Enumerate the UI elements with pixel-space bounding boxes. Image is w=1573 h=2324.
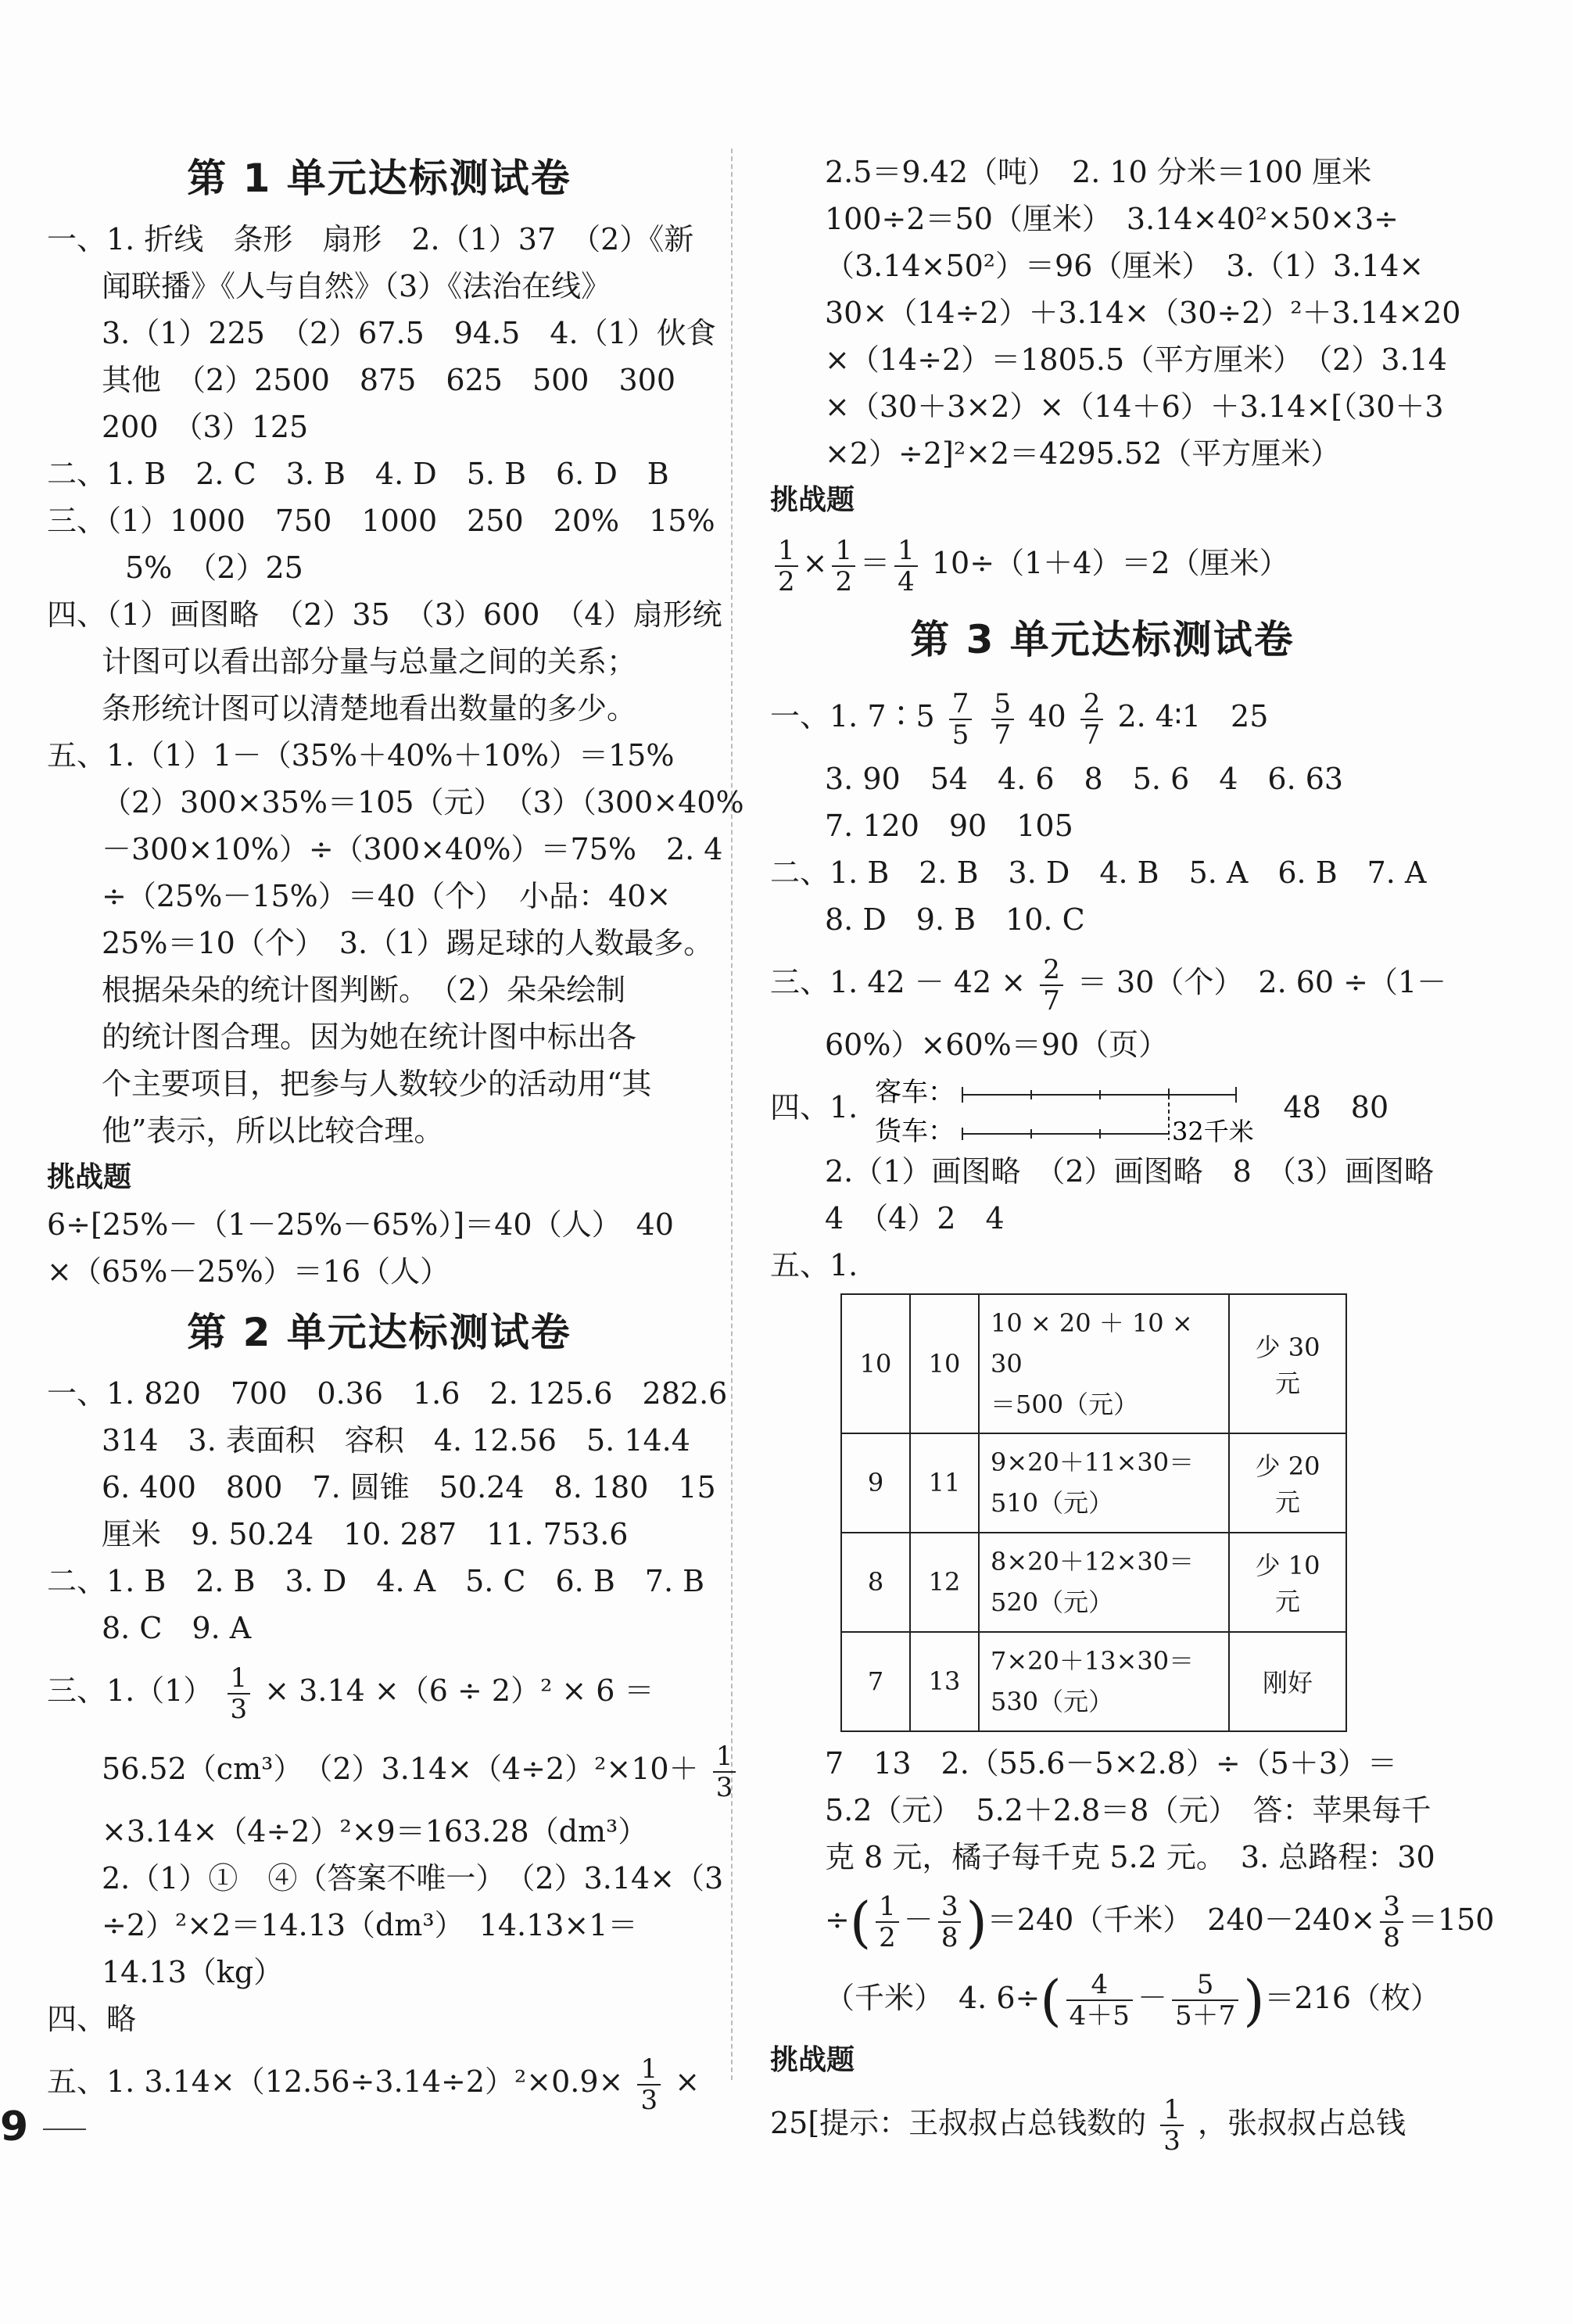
text: 10÷（1＋4）＝2（厘米） xyxy=(931,546,1289,580)
answer-line: 厘米 9. 50.24 10. 287 11. 753.6 xyxy=(102,1517,629,1551)
page-number-dash xyxy=(43,2129,86,2130)
table-cell xyxy=(979,1294,1229,1433)
paren: ) xyxy=(966,1890,987,1954)
text: 56.52（cm³） （2）3.14×（4÷2）²×10＋ xyxy=(102,1752,699,1786)
text: 530（元） xyxy=(991,1687,1114,1716)
answer-line: 五、1. xyxy=(770,1247,858,1282)
text: 五、1. 3.14×（12.56÷3.14÷2）²×0.9× xyxy=(47,2064,624,2099)
answer-line: 个主要项目，把参与人数较少的活动用“其 xyxy=(102,1067,652,1101)
text: 一、1. 7∶5 xyxy=(770,699,935,733)
numerator: 1 xyxy=(775,537,798,567)
table-row xyxy=(841,1433,1346,1533)
text: 48 80 xyxy=(1283,1090,1389,1124)
denominator: 3 xyxy=(640,2084,658,2116)
numerator: 1 xyxy=(894,537,918,567)
text: ＝500（元） xyxy=(991,1389,1139,1419)
answer-line: 4 （4）2 4 xyxy=(825,1200,1005,1236)
page-number: 9 xyxy=(0,2103,29,2150)
answer-line: 一、1. 折线 条形 扇形 2.（1）37 （2）《新 xyxy=(47,222,694,256)
answer-line: 6. 400 800 7. 圆锥 50.24 8. 180 15 xyxy=(102,1470,716,1505)
table-row xyxy=(841,1632,1346,1731)
answer-line: 30×（14÷2）＋3.14×（30÷2）²＋3.14×20 xyxy=(825,296,1461,330)
text: 520（元） xyxy=(991,1587,1114,1617)
answer-line: 其他 （2）2500 875 625 500 300 xyxy=(102,363,676,397)
challenge-heading: 挑战题 xyxy=(770,2043,855,2076)
denominator: 8 xyxy=(1383,1922,1400,1953)
table-cell: 7 xyxy=(841,1632,910,1731)
answer-line: （3.14×50²）＝96（厘米） 3.（1）3.14× xyxy=(825,249,1424,283)
numerator: 1 xyxy=(713,1743,736,1773)
answer-line: 三、（1）1000 750 1000 250 20% 15% xyxy=(47,504,715,538)
bus-label: 客车： xyxy=(875,1076,955,1108)
answer-line: 五、1.（1）1－（35%＋40%＋10%）＝15% xyxy=(47,738,675,773)
numerator: 3 xyxy=(938,1893,962,1923)
line-segment-diagram xyxy=(875,1073,1255,1148)
text: ＝216（枚） xyxy=(1264,1980,1441,2015)
answer-line: 2.（1）① ④（答案不唯一） （2）3.14×（3 xyxy=(102,1861,724,1895)
fraction xyxy=(894,534,918,597)
answer-line: 7. 120 90 105 xyxy=(825,809,1073,843)
answer-line: 2.5＝9.42（吨） 2. 10 分米＝100 厘米 xyxy=(825,155,1372,189)
text: ＝ 30（个） 2. 60 ÷（1－ xyxy=(1077,965,1447,999)
denominator: 7 xyxy=(994,719,1012,751)
table-cell: 少 10 元 xyxy=(1229,1533,1346,1632)
answer-line xyxy=(47,1730,733,1808)
answer-line: 二、1. B 2. B 3. D 4. B 5. A 6. B 7. A xyxy=(770,855,1427,890)
answer-line: 四、（1）画图略 （2）35 （3）600 （4）扇形统 xyxy=(47,597,722,632)
numerator: 4 xyxy=(1066,1971,1133,2001)
text: ÷ xyxy=(825,1902,850,1937)
answer-line: 3.（1）225 （2）67.5 94.5 4.（1）伙食 xyxy=(102,316,716,350)
answer-line: 7 13 2.（55.6－5×2.8）÷（5＋3）＝ xyxy=(825,1745,1398,1781)
table-cell xyxy=(979,1632,1229,1731)
answer-line: 他”表示，所以比较合理。 xyxy=(102,1114,444,1148)
text: （千米） 4. 6÷ xyxy=(825,1980,1041,2015)
left-column xyxy=(47,141,744,2121)
answer-line xyxy=(47,2042,711,2121)
answer-line: 25%＝10（个） 3.（1）踢足球的人数最多。 xyxy=(102,926,714,960)
text: 9×20＋11×30＝ xyxy=(991,1447,1195,1477)
denominator: 7 xyxy=(1043,984,1060,1017)
denominator: 2 xyxy=(778,565,795,597)
numerator: 1 xyxy=(1160,2096,1184,2126)
denominator: 2 xyxy=(835,565,853,597)
answer-line: ÷( $\frac{1}{2}$ － $\frac{3}{8}$ )＝240（千米） 240－240× $\frac{3}{8}$ ＝150 xyxy=(825,1890,1495,1954)
paren: ( xyxy=(849,1890,872,1954)
answer-line: 8. D 9. B 10. C xyxy=(825,902,1085,937)
table-cell: 11 xyxy=(910,1433,979,1533)
fraction xyxy=(637,2053,661,2116)
text: 7×20＋13×30＝ xyxy=(991,1646,1195,1676)
fraction xyxy=(1380,1893,1403,1951)
denominator: 2 xyxy=(879,1922,896,1953)
table-cell: 10 xyxy=(910,1294,979,1433)
challenge-heading: 挑战题 xyxy=(770,484,855,516)
answer-line: 6÷[25%－（1－25%－65%）]＝40（人） 40 xyxy=(47,1207,674,1242)
paren: ( xyxy=(1040,1968,1062,2032)
text: 25[提示：王叔叔占总钱数的 xyxy=(770,2105,1147,2140)
text: × xyxy=(675,2064,701,2099)
numerator: 2 xyxy=(1040,956,1063,986)
table-cell: 10 xyxy=(841,1294,910,1433)
text: 40 xyxy=(1028,699,1066,733)
numerator: 1 xyxy=(832,537,855,567)
answer-line: 闻联播》《人与自然》（3）《法治在线》 xyxy=(102,269,611,303)
answer-line: ×（14÷2）＝1805.5（平方厘米） （2）3.14 xyxy=(825,343,1447,377)
answer-line xyxy=(770,2084,1435,2162)
denominator: 5＋7 xyxy=(1174,2000,1236,2032)
unit1-title: 第 1 单元达标测试卷 xyxy=(187,156,572,201)
numerator: 7 xyxy=(949,690,973,720)
text: 510（元） xyxy=(991,1488,1114,1518)
text: 2. 4∶1 25 xyxy=(1117,699,1269,733)
distance-label: 32千米 xyxy=(1172,1116,1255,1146)
answer-line: 克 8 元，橘子每千克 5.2 元。 3. 总路程：30 xyxy=(825,1839,1435,1874)
answer-line: 根据朵朵的统计图判断。 （2）朵朵绘制 xyxy=(102,973,626,1007)
fraction xyxy=(1066,1969,1133,2032)
answer-line xyxy=(770,1068,1435,1148)
answer-line xyxy=(770,677,1435,755)
answer-line: 5% （2）25 xyxy=(125,551,303,585)
table-cell: 9 xyxy=(841,1433,910,1533)
fraction xyxy=(832,534,855,597)
denominator: 4 xyxy=(898,565,915,597)
unit2-title: 第 2 单元达标测试卷 xyxy=(187,1310,572,1355)
answer-line: 5.2（元） 5.2＋2.8＝8（元） 答：苹果每千 xyxy=(825,1792,1431,1827)
fraction xyxy=(713,1740,736,1803)
truck-label: 货车： xyxy=(875,1115,955,1147)
text: 三、1.（1） xyxy=(47,1673,213,1708)
answer-line: －300×10%）÷（300×40%）＝75% 2. 4 xyxy=(102,832,723,866)
answer-line: 60%）×60%＝90（页） xyxy=(825,1028,1169,1062)
text: 8×20＋12×30＝ xyxy=(991,1547,1195,1576)
unit3-title: 第 3 单元达标测试卷 xyxy=(910,617,1295,662)
answer-line: ×2）÷2]²×2＝4295.52（平方厘米） xyxy=(825,436,1341,471)
answer-line: $\frac{1}{2}$ × $\frac{1}{2}$ ＝ $\frac{1}{4}$ 10÷（1＋4）＝2（厘米） xyxy=(770,524,1435,602)
fraction xyxy=(949,687,973,751)
table-cell: 8 xyxy=(841,1533,910,1632)
text: ，张叔叔占总钱 xyxy=(1198,2105,1406,2140)
fraction xyxy=(1040,953,1063,1017)
answer-line: 100÷2＝50（厘米） 3.14×40²×50×3÷ xyxy=(825,202,1399,236)
answer-line: 一、1. 820 700 0.36 1.6 2. 125.6 282.6 xyxy=(47,1376,728,1411)
table-cell: 少 30 元 xyxy=(1229,1294,1346,1433)
table-cell: 12 xyxy=(910,1533,979,1632)
unit1-answers xyxy=(47,216,744,1154)
numerator: 1 xyxy=(876,1893,899,1923)
answer-line: （千米） 4. 6÷( $\frac{4}{4+5}$ － $\frac{5}{5+7}$ )＝216（枚） xyxy=(825,1968,1441,2032)
table-cell xyxy=(979,1433,1229,1533)
numerator: 1 xyxy=(228,1665,251,1695)
table-row xyxy=(841,1533,1346,1632)
text: 四、1. xyxy=(770,1090,858,1124)
answer-line: ÷（25%－15%）＝40（个） 小品：40× xyxy=(102,879,672,913)
fraction xyxy=(775,534,798,597)
answer-line: （2）300×35%＝105（元） （3）（300×40% xyxy=(102,785,744,819)
answer-line: 14.13（kg） xyxy=(102,1955,284,1989)
fraction xyxy=(1160,2094,1184,2157)
table-cell: 13 xyxy=(910,1632,979,1731)
answer-table xyxy=(840,1293,1347,1732)
answer-line: ×（65%－25%）＝16（人） xyxy=(47,1254,450,1289)
denominator: 3 xyxy=(230,1693,248,1725)
text: ＝150 xyxy=(1407,1902,1495,1937)
paren: ) xyxy=(1243,1968,1265,2032)
answer-line: ÷2）²×2＝14.13（dm³） 14.13×1＝ xyxy=(102,1908,638,1942)
challenge-heading: 挑战题 xyxy=(47,1161,132,1193)
answer-line: ×3.14×（4÷2）²×9＝163.28（dm³） xyxy=(102,1814,648,1849)
answer-line xyxy=(47,1652,711,1730)
table-row xyxy=(841,1294,1346,1433)
numerator: 2 xyxy=(1080,690,1104,720)
answer-line: 200 （3）125 xyxy=(102,410,309,444)
denominator: 3 xyxy=(715,1771,733,1803)
text: 三、1. 42 － 42 × xyxy=(770,965,1027,999)
answer-line: 的统计图合理。因为她在统计图中标出各 xyxy=(102,1020,637,1054)
denominator: 4＋5 xyxy=(1069,2000,1130,2032)
answer-line: 条形统计图可以清楚地看出数量的多少。 xyxy=(102,691,637,726)
fraction xyxy=(876,1893,899,1951)
answer-line xyxy=(770,943,1447,1021)
answer-line: 2.（1）画图略 （2）画图略 8 （3）画图略 xyxy=(825,1153,1434,1189)
numerator: 3 xyxy=(1380,1893,1403,1923)
answer-line: 二、1. B 2. B 3. D 4. A 5. C 6. B 7. B xyxy=(47,1564,705,1598)
answer-line: 计图可以看出部分量与总量之间的关系； xyxy=(102,644,637,679)
answer-line: 314 3. 表面积 容积 4. 12.56 5. 14.4 xyxy=(102,1423,690,1458)
fraction xyxy=(1172,1969,1238,2032)
text: × 3.14 ×（6 ÷ 2）² × 6 ＝ xyxy=(264,1673,654,1708)
denominator: 5 xyxy=(951,719,969,751)
answer-line: 8. C 9. A xyxy=(102,1611,252,1645)
fraction xyxy=(1080,687,1104,751)
right-column xyxy=(770,149,1495,2162)
text: ＝240（千米） 240－240× xyxy=(987,1902,1376,1937)
numerator: 5 xyxy=(991,690,1015,720)
denominator: 3 xyxy=(1163,2125,1181,2157)
denominator: 8 xyxy=(941,1922,958,1953)
numerator: 5 xyxy=(1172,1971,1238,2001)
answer-line: 3. 90 54 4. 6 8 5. 6 4 6. 63 xyxy=(825,762,1344,796)
answer-line: ×（30＋3×2）×（14＋6）＋3.14×[（30＋3 xyxy=(825,389,1444,424)
numerator: 1 xyxy=(637,2056,661,2086)
fraction xyxy=(991,687,1015,751)
text: 10 × 20 ＋ 10 × 30 xyxy=(991,1307,1193,1379)
table-cell xyxy=(979,1533,1229,1632)
fraction xyxy=(228,1662,251,1725)
answer-line: 二、1. B 2. C 3. B 4. D 5. B 6. D B xyxy=(47,457,669,491)
fraction xyxy=(938,1893,962,1951)
table-cell: 少 20 元 xyxy=(1229,1433,1346,1533)
answer-line: 四、略 xyxy=(47,2002,137,2036)
denominator: 7 xyxy=(1083,719,1101,751)
table-cell: 刚好 xyxy=(1229,1632,1346,1731)
